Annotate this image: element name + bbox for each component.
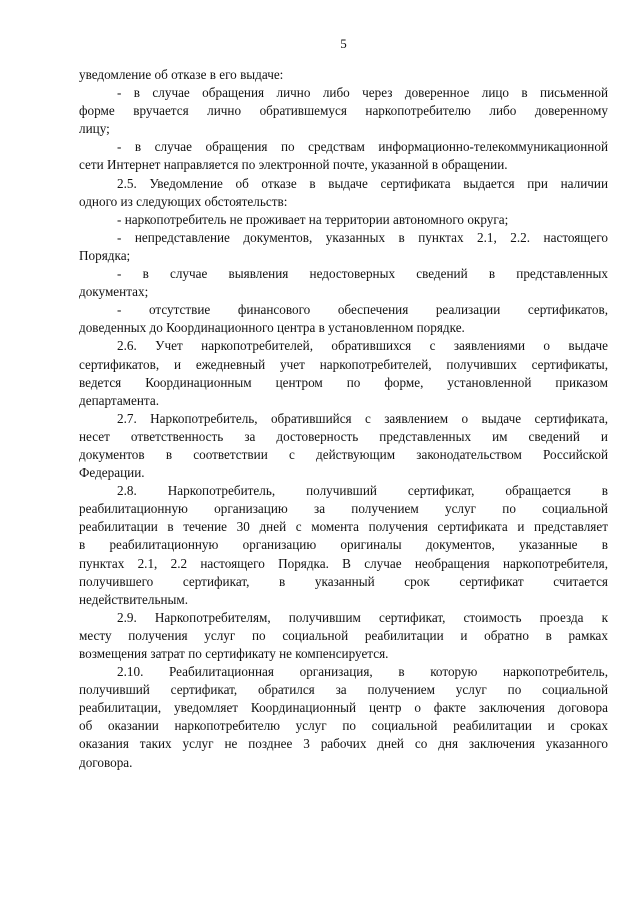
text-line: - в случае обращения лично либо через доверенное лицо в письменной [117, 85, 608, 101]
text-line: уведомление об отказе в его выдаче: [79, 67, 284, 82]
text-line: месту получения услуг по социальной реабилитации и обратно в рамках [79, 627, 608, 643]
text-line: департамента. [79, 392, 160, 408]
text-line: в реабилитационную организацию оригиналы документов, указанные в [79, 537, 608, 553]
text-line: получившего сертификат, в указанный срок сертификат считается [79, 573, 608, 589]
text-line: 2.7. Наркопотребитель, обратившийся с заявлением о выдаче сертификата, [117, 410, 608, 426]
text-line: реабилитации, уведомляет Координационный центр о факте заключения договора [79, 700, 608, 716]
text-line: - в случае выявления недостоверных сведений в представленных [117, 266, 608, 282]
text-line: сертификатов, и ежедневный учет наркопотребителей, получивших сертификаты, [79, 356, 608, 372]
text-line: 2.10. Реабилитационная организация, в которую наркопотребитель, [117, 664, 608, 680]
text-line: 2.5. Уведомление об отказе в выдаче сертификата выдается при наличии [117, 175, 608, 191]
document-body [79, 66, 608, 772]
text-line: форме вручается лично обратившемуся наркопотребителю либо доверенному [79, 103, 608, 119]
text-line: получивший сертификат, обратился за получением услуг по социальной [79, 682, 608, 698]
text-line: пунктах 2.1, 2.2 настоящего Порядка. В случае необращения наркопотребителя, [79, 555, 608, 571]
text-line: лицу; [79, 121, 110, 137]
text-line: 2.8. Наркопотребитель, получивший сертификат, обращается в [117, 483, 608, 499]
text-line: договора. [79, 754, 133, 770]
text-line: ведется Координационным центром по форме, установленной приказом [79, 374, 608, 390]
text-line: 2.9. Наркопотребителям, получившим сертификат, стоимость проезда к [117, 609, 608, 625]
text-line: оказания таких услуг не позднее 3 рабочих дней со дня заключения указанного [79, 736, 608, 752]
text-line: Порядка; [79, 247, 131, 263]
text-line: реабилитации в течение 30 дней с момента получения сертификата и представляет [79, 519, 608, 535]
page-number: 5 [340, 36, 347, 51]
text-line: об оказании наркопотребителю услуг по социальной реабилитации и сроках [79, 718, 608, 734]
text-line: 2.6. Учет наркопотребителей, обратившихся с заявлениями о выдаче [117, 338, 608, 354]
text-line: недействительным. [79, 591, 189, 607]
text-line: сети Интернет направляется по электронной почте, указанной в обращении. [79, 157, 508, 173]
text-line: Федерации. [79, 465, 145, 481]
text-line: доведенных до Координационного центра в установленном порядке. [79, 320, 465, 336]
text-line: одного из следующих обстоятельств: [79, 193, 288, 209]
text-line: документов в соответствии с действующим законодательством Российской [79, 446, 608, 462]
text-line: - непредставление документов, указанных в пунктах 2.1, 2.2. настоящего [117, 229, 608, 245]
text-line: несет ответственность за достоверность представленных им сведений и [79, 428, 608, 444]
text-line: возмещения затрат по сертификату не компенсируется. [79, 646, 389, 661]
text-line: - в случае обращения по средствам информационно-телекоммуникационной [117, 139, 608, 155]
text-line: реабилитационную организацию за получением услуг по социальной [79, 501, 608, 517]
text-line: - наркопотребитель не проживает на территории автономного округа; [117, 211, 509, 227]
text-line: документах; [79, 284, 149, 300]
text-line: - отсутствие финансового обеспечения реализации сертификатов, [117, 302, 608, 318]
